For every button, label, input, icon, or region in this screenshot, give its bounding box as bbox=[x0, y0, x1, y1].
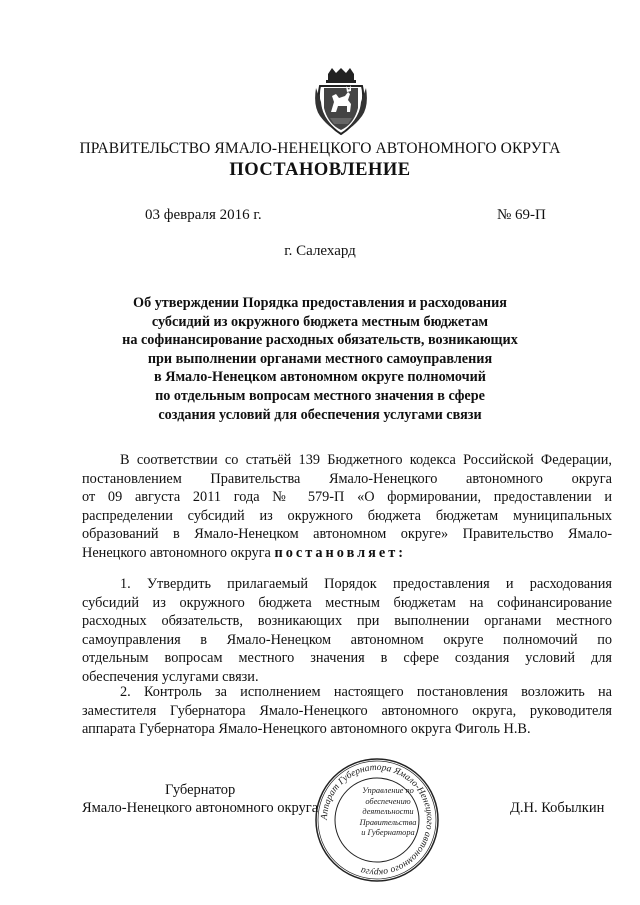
subject-line: в Ямало-Ненецком автономном округе полномочий bbox=[154, 369, 486, 386]
preamble-line: Ненецкого автономного округа bbox=[82, 544, 271, 561]
preamble-line: В соответствии со статьёй 139 Бюджетного кодекса Российской Федерации, bbox=[120, 452, 612, 468]
item-1-line: отдельным вопросам местного значения в сфере создания условий для bbox=[82, 650, 612, 666]
item-2-line: аппарата Губернатора Ямало-Ненецкого автономного округа Фиголь Н.В. bbox=[82, 721, 531, 737]
document-type-heading: ПОСТАНОВЛЕНИЕ bbox=[229, 160, 411, 180]
document-city: г. Салехард bbox=[284, 243, 356, 259]
subject-line: по отдельным вопросам местного значения в сфере bbox=[155, 387, 485, 404]
stamp-line: деятельности bbox=[362, 807, 414, 816]
item-1-line: расходных обязательств, возникающих при выполнении органами местного bbox=[82, 613, 612, 629]
item-2-line: заместителя Губернатора Ямало-Ненецкого автономного округа, руководителя bbox=[82, 702, 612, 719]
preamble-line: распределении субсидий из окружного бюджета бюджетам муниципальных bbox=[82, 507, 612, 524]
subject-line: при выполнении органами местного самоуправления bbox=[147, 350, 493, 367]
item-1-line: субсидий из окружного бюджета местным бюджетам на софинансирование bbox=[82, 594, 612, 611]
stamp-ring-text: Аппарат Губернатора Ямало-Ненецкого автономного округа bbox=[319, 762, 435, 878]
subject-line: Об утверждении Порядка предоставления и расходования bbox=[133, 295, 507, 311]
government-title: ПРАВИТЕЛЬСТВО ЯМАЛО-НЕНЕЦКОГО АВТОНОМНОГО ОКРУГА bbox=[79, 140, 561, 157]
item-2-paragraph bbox=[82, 683, 612, 739]
preamble-line: от 09 августа 2011 года № 579-П «О формировании, предоставлении и bbox=[82, 489, 612, 505]
item-1-line: самоуправления в Ямало-Ненецком автономном округе полномочий по bbox=[82, 631, 612, 648]
signatory-position: Губернатор bbox=[165, 782, 236, 798]
coat-of-arms-emblem bbox=[314, 68, 368, 138]
stamp-line: Правительства bbox=[359, 817, 417, 827]
subject-line: субсидий из окружного бюджета местным бюджетам bbox=[151, 313, 489, 330]
stamp-line: и Губернатора bbox=[361, 828, 415, 837]
preamble-line: постановлением Правительства Ямало-Ненецкого автономного округа bbox=[82, 470, 612, 487]
decree-word: постановляет: bbox=[274, 544, 406, 561]
item-1-line: 1. Утвердить прилагаемый Порядок предоставления и расходования bbox=[120, 576, 612, 592]
item-1-line: обеспечения услугами связи. bbox=[82, 668, 259, 685]
preamble-line: образований в Ямало-Ненецком автономном округе» Правительство Ямало- bbox=[82, 526, 612, 542]
signatory-name: Д.Н. Кобылкин bbox=[510, 800, 605, 816]
stamp-line: обеспечению bbox=[365, 796, 411, 806]
stamp-line: Управление по bbox=[362, 786, 414, 795]
signatory-region: Ямало-Ненецкого автономного округа bbox=[82, 800, 319, 816]
document-date: 03 февраля 2016 г. bbox=[145, 207, 262, 223]
document-number: № 69-П bbox=[497, 207, 546, 223]
preamble-last-line bbox=[82, 544, 612, 563]
stamp-center-text bbox=[352, 786, 424, 839]
subject-line: создания условий для обеспечения услугами связи bbox=[158, 406, 482, 423]
document-subject bbox=[60, 294, 580, 424]
item-1-paragraph bbox=[82, 575, 612, 686]
subject-line: на софинансирование расходных обязательств, возникающих bbox=[122, 332, 518, 349]
item-2-line: 2. Контроль за исполнением настоящего постановления возложить на bbox=[120, 684, 612, 700]
preamble-paragraph bbox=[82, 451, 612, 562]
